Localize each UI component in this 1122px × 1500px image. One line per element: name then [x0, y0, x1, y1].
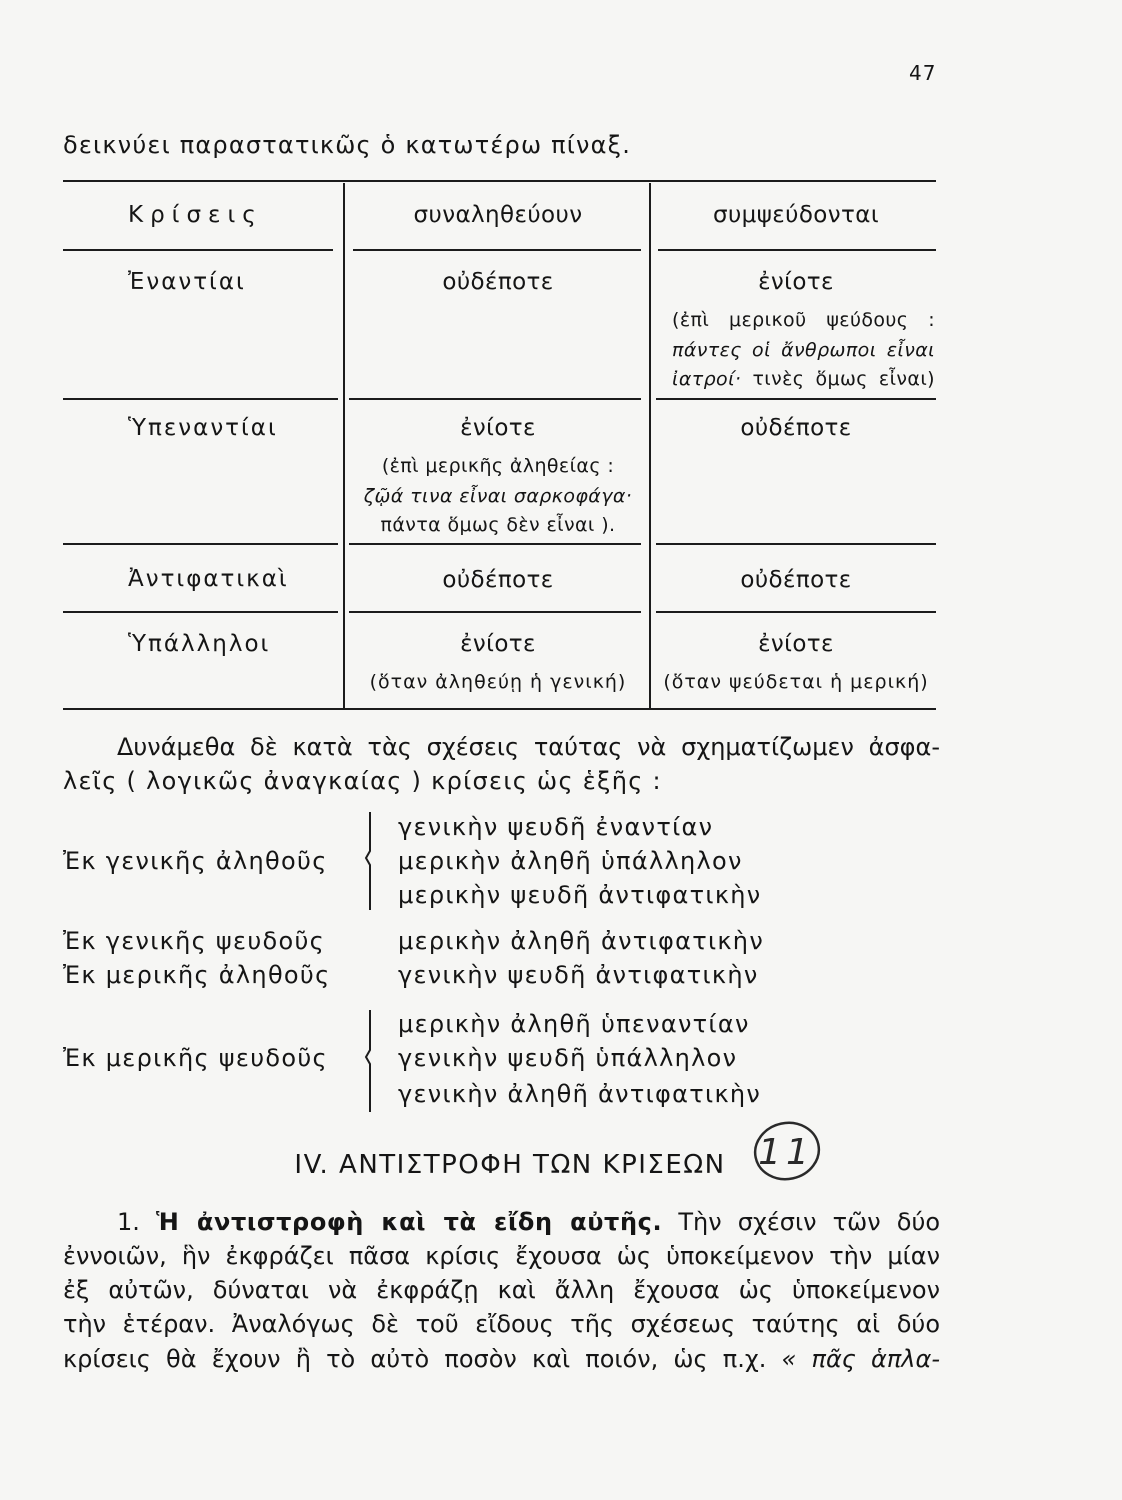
paragraph-text: κρίσεις θὰ ἔχουν ἢ τὸ αὐτὸ ποσὸν καὶ ποιόν, ὡς π.χ. [63, 1345, 767, 1373]
row-subaltern-true-note [350, 668, 646, 698]
row-label-subcontrary: Ὑπεναντίαι [128, 415, 278, 441]
inference-result: μερικὴν ψευδῆ ἀντιφατικὴν [398, 881, 762, 909]
note-line: (ἐπὶ μερικῆς ἀληθείας : [381, 455, 615, 477]
inference-result: μερικὴν ἀληθῆ ἀντιφατικὴν [398, 927, 765, 955]
row-contrary-true-together: οὐδέποτε [442, 269, 554, 295]
note-line: (ἐπὶ μερικοῦ ψεύδους : [672, 309, 935, 331]
row-label-contradictory: Ἀντιφατικαὶ [128, 566, 289, 592]
row-subaltern-true-together: ἐνίοτε [460, 631, 536, 657]
table-header-judgments: Κρίσεις [128, 202, 263, 228]
inference-result: μερικὴν ἀληθῆ ὑπεναντίαν [398, 1010, 750, 1038]
row-contradictory-false-together: οὐδέποτε [740, 567, 852, 593]
derivation-intro-line-2: λεῖς ( λογικῶς ἀναγκαίας ) κρίσεις ὡς ἑξῆς : [63, 767, 662, 795]
row-subcontrary-true-together: ἐνίοτε [460, 415, 536, 441]
note-example-line: πάντες οἱ ἄνθρωποι εἶναι [672, 338, 935, 361]
margin-note-text: 11 [758, 1132, 814, 1173]
row-subaltern-false-together: ἐνίοτε [758, 631, 834, 657]
paragraph-line [63, 1344, 940, 1374]
row-subcontrary-false-together: οὐδέποτε [740, 415, 852, 441]
brace-group-particular-false [366, 1010, 370, 1112]
inference-source: Ἐκ μερικῆς ψευδοῦς [63, 1044, 328, 1072]
paragraph-line [117, 1207, 940, 1237]
row-subaltern-false-note [652, 668, 940, 698]
page-number: 47 [909, 61, 937, 85]
inference-source: Ἐκ μερικῆς ἀληθοῦς [63, 961, 331, 989]
row-contrary-false-together: ἐνίοτε [758, 269, 834, 295]
note-line: (ὅταν ἀληθεύῃ ἡ γενική) [369, 671, 627, 693]
inference-result: γενικὴν ψευδῆ ἀντιφατικὴν [398, 961, 759, 989]
paragraph-line: ἐξ αὐτῶν, δύναται νὰ ἐκφράζῃ καὶ ἄλλη ἔχουσα ὡς ὑποκείμενον [63, 1276, 940, 1304]
inference-result: γενικὴν ἀληθῆ ἀντιφατικὴν [398, 1080, 762, 1108]
row-label-subaltern: Ὑπάλληλοι [128, 631, 271, 657]
row-contradictory-true-together: οὐδέποτε [442, 567, 554, 593]
table-header-false-together: συμψεύδονται [712, 202, 879, 228]
derivation-intro-line-1: Δυνάμεθα δὲ κατὰ τὰς σχέσεις ταύτας νὰ σχηματίζωμεν ἀσφα- [117, 733, 940, 761]
row-subcontrary-true-note [350, 452, 646, 541]
paragraph-number: 1. [117, 1208, 140, 1236]
inference-result: γενικὴν ψευδῆ ἐναντίαν [398, 813, 714, 841]
paragraph-line: τὴν ἑτέραν. Ἀναλόγως δὲ τοῦ εἴδους τῆς σχέσεως ταύτης αἱ δύο [63, 1310, 940, 1338]
paragraph-quote: « πᾶς ἁπλα- [781, 1345, 940, 1373]
note-tail: τινὲς ὅμως εἶναι) [752, 368, 935, 390]
note-line: (ὅταν ψεύδεται ἡ μερική) [663, 671, 929, 693]
note-tail: πάντα ὅμως δὲν εἶναι ). [380, 514, 616, 536]
section-heading: IV. ΑΝΤΙΣΤΡΟΦΗ ΤΩΝ ΚΡΙΣΕΩΝ [294, 1150, 726, 1180]
inference-result: γενικὴν ψευδῆ ὑπάλληλον [398, 1044, 738, 1072]
paragraph-text: Τὴν σχέσιν τῶν δύο [678, 1208, 941, 1236]
note-example-tail-line [672, 365, 935, 395]
row-contrary-false-note [672, 306, 935, 395]
intro-line: δεικνύει παραστατικῶς ὁ κατωτέρω πίναξ. [63, 131, 632, 159]
table-header-true-together: συναληθεύουν [413, 202, 583, 228]
paragraph-title: Ἡ ἀντιστροφὴ καὶ τὰ εἴδη αὐτῆς. [156, 1208, 663, 1236]
inference-result: μερικὴν ἀληθῆ ὑπάλληλον [398, 847, 743, 875]
note-example-end: ἰατροί· [672, 368, 742, 390]
brace-group-general-true [366, 812, 370, 910]
paragraph-line: ἐννοιῶν, ἣν ἐκφράζει πᾶσα κρίσις ἔχουσα ὡς ὑποκείμενον τὴν μίαν [63, 1242, 940, 1270]
row-label-contrary: Ἐναντίαι [128, 269, 246, 295]
inference-source: Ἐκ γενικῆς ἀληθοῦς [63, 847, 328, 875]
note-example-line: ζῷά τινα εἶναι σαρκοφάγα· [363, 484, 633, 507]
inference-source: Ἐκ γενικῆς ψευδοῦς [63, 927, 326, 955]
